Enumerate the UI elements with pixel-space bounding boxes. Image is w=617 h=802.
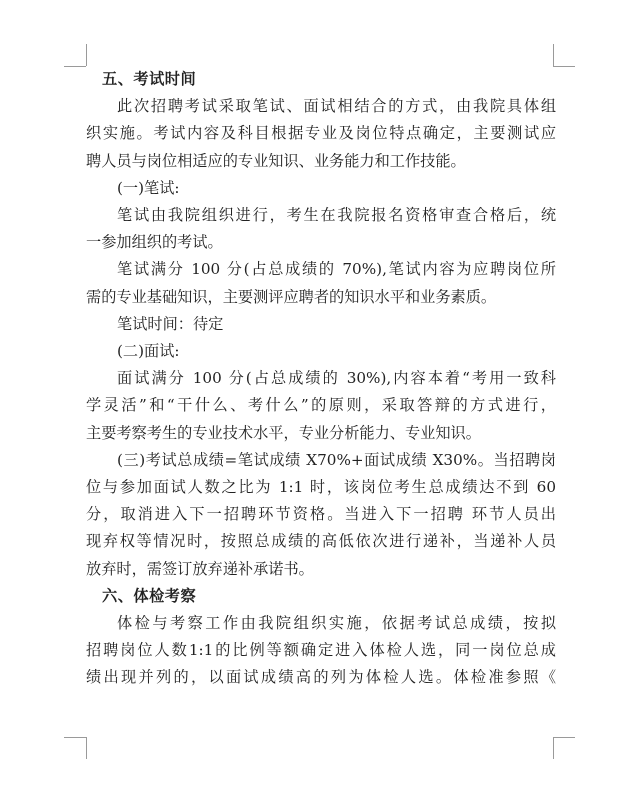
- subheading-written-exam: (一)笔试:: [117, 178, 180, 197]
- text-line: 学灵活”和“干什么、考什么”的原则，采取答辩的方式进行，: [86, 396, 556, 415]
- text-line: 放弃时，需签订放弃递补承诺书。: [86, 559, 314, 578]
- written-paragraph-1: [86, 202, 556, 256]
- text-line: 聘人员与岗位相适应的专业知识、业务能力和工作技能。: [86, 151, 466, 170]
- section-heading-physical-exam: 六、体检考察: [102, 586, 197, 605]
- text-line: 现弃权等情况时，按照总成绩的高低依次进行递补，当递补人员: [86, 532, 556, 551]
- intro-paragraph: [86, 93, 556, 175]
- text-line: 需的专业基础知识，主要测评应聘者的知识水平和业务素质。: [86, 287, 497, 306]
- text-line: 主要考察考生的专业技术水平，专业分析能力、专业知识。: [86, 423, 481, 442]
- total-score-paragraph: [86, 447, 556, 583]
- text-line: 位与参加面试人数之比为 1:1 时，该岗位考生总成绩达不到 60: [86, 478, 556, 497]
- text-line: 体检与考察工作由我院组织实施，依据考试总成绩，按拟: [117, 614, 556, 633]
- written-exam-time: 笔试时间：待定: [117, 314, 224, 333]
- text-line: 绩出现并列的，以面试成绩高的列为体检人选。体检准参照《: [86, 668, 556, 687]
- crop-mark-bottom-left-h: [64, 737, 86, 738]
- crop-mark-top-left-h: [64, 66, 86, 67]
- crop-mark-bottom-left-v: [86, 737, 87, 759]
- document-body: [86, 66, 556, 692]
- text-line: 一参加组织的考试。: [86, 233, 223, 252]
- text-line: 分，取消进入下一招聘环节资格。当进入下一招聘 环节人员出: [86, 505, 556, 524]
- text-line: 此次招聘考试采取笔试、面试相结合的方式，由我院具体组: [117, 97, 556, 116]
- crop-mark-bottom-right-v: [553, 737, 554, 759]
- interview-paragraph: [86, 365, 556, 447]
- text-line: 面试满分 100 分(占总成绩的 30%),内容本着“考用一致科: [117, 369, 556, 388]
- crop-mark-top-right-h: [553, 66, 575, 67]
- section-heading-exam-time: 五、考试时间: [102, 70, 197, 88]
- physical-exam-paragraph: [86, 610, 556, 692]
- written-paragraph-2: [86, 256, 556, 310]
- text-line: 织实施。考试内容及科目根据专业及岗位特点确定，主要测试应: [86, 124, 556, 143]
- crop-mark-top-left-v: [86, 44, 87, 66]
- crop-mark-top-right-v: [553, 44, 554, 66]
- subheading-interview: (二)面试:: [117, 342, 180, 361]
- text-line: 笔试满分 100 分(占总成绩的 70%),笔试内容为应聘岗位所: [117, 260, 556, 279]
- text-line: 招聘岗位人数1:1的比例等额确定进入体检人选，同一岗位总成: [86, 641, 556, 660]
- text-line: 笔试由我院组织进行，考生在我院报名资格审查合格后，统: [117, 206, 556, 225]
- crop-mark-bottom-right-h: [553, 737, 575, 738]
- text-line: (三)考试总成绩=笔试成绩 X70%+面试成绩 X30%。当招聘岗: [117, 450, 556, 469]
